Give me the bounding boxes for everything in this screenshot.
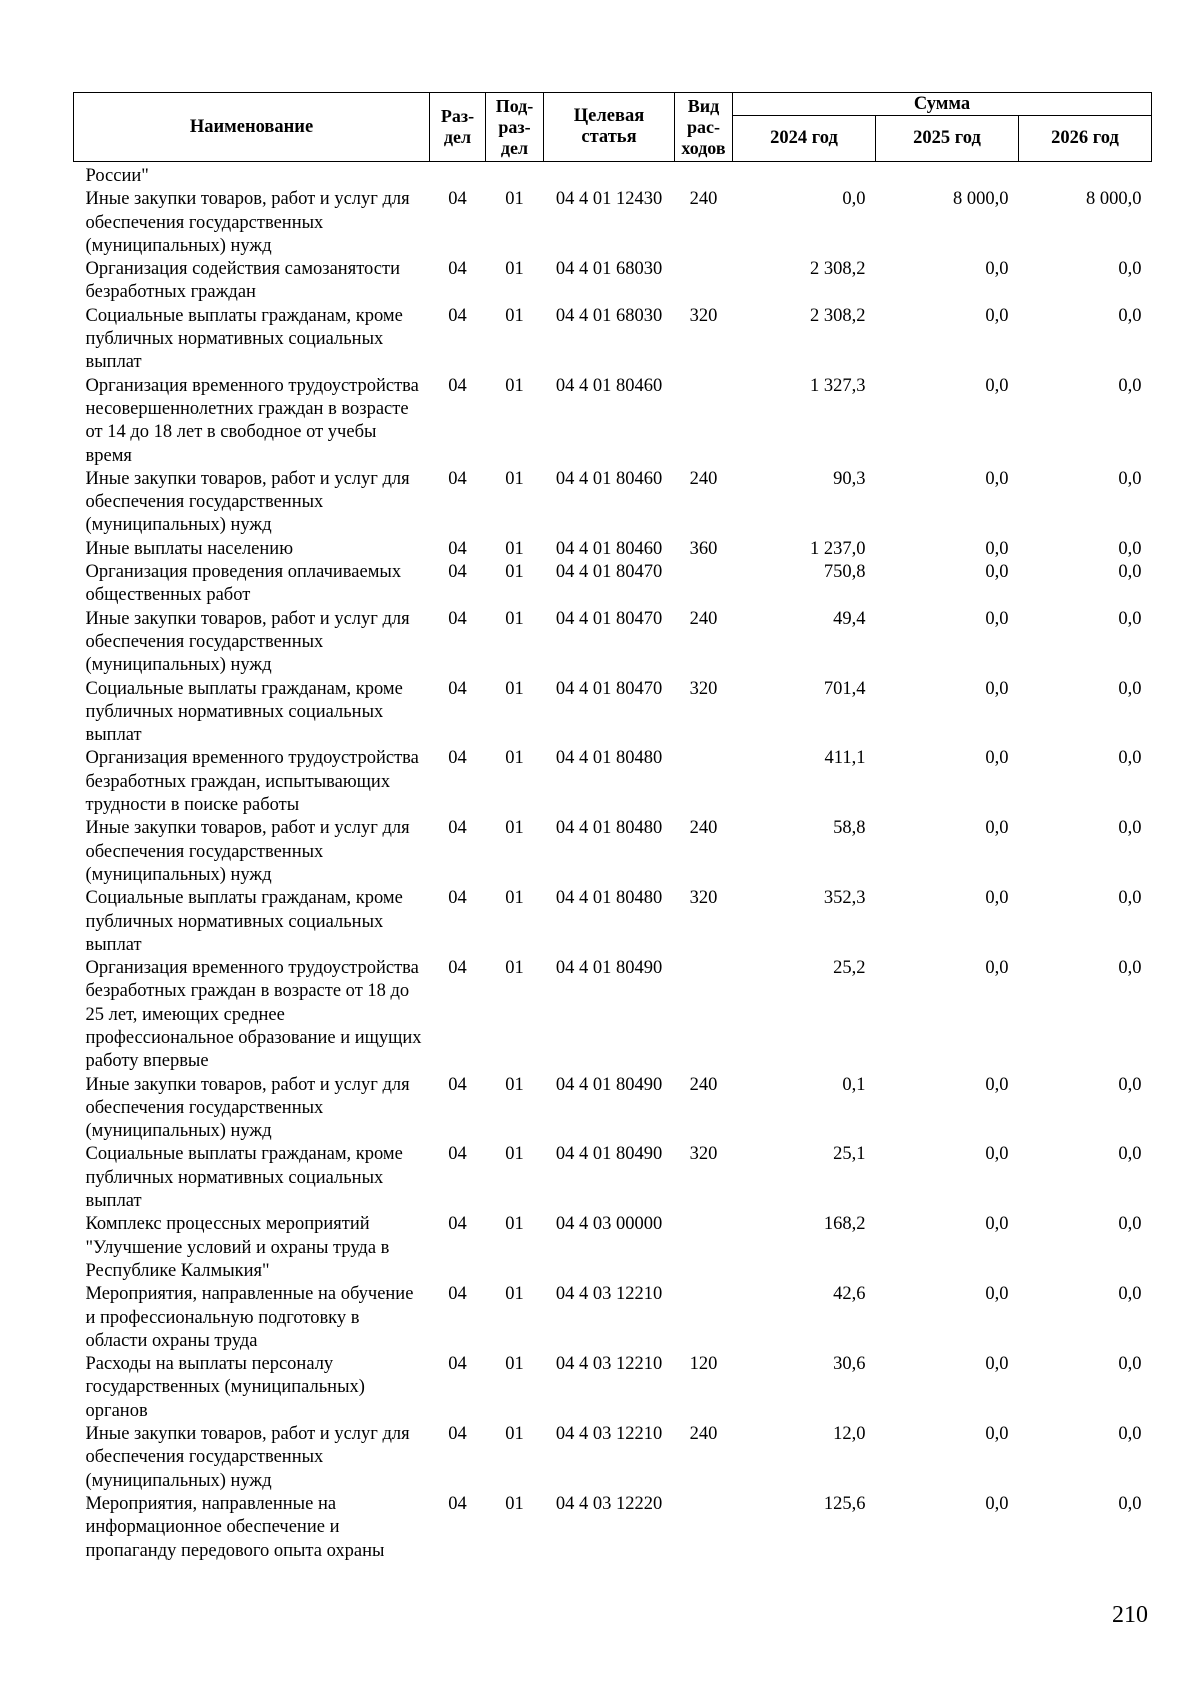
table-row <box>74 1353 1152 1423</box>
table-row <box>74 188 1152 258</box>
cell-target: 04 4 03 12210 <box>555 1424 663 1445</box>
cell-target: 04 4 01 80490 <box>555 1144 663 1165</box>
cell-target: 04 4 01 68030 <box>555 305 663 326</box>
cell-2026: 0,0 <box>1118 1493 1142 1514</box>
table-body <box>74 162 1152 1563</box>
cell-2025: 0,0 <box>985 1284 1009 1305</box>
cell-2026 <box>1019 162 1152 189</box>
cell-vid: 320 <box>689 678 718 699</box>
header-podrazdel <box>486 93 544 162</box>
page-number: 210 <box>1112 1602 1148 1628</box>
cell-2024: 1 327,3 <box>810 375 866 396</box>
cell-name: Иные закупки товаров, работ и услуг для обеспечения государственных (муниципальных) нужд <box>85 818 410 885</box>
cell-target <box>544 162 675 189</box>
cell-2024: 750,8 <box>823 562 866 583</box>
table-row <box>74 957 1152 1073</box>
cell-vid: 360 <box>689 538 718 559</box>
cell-2025: 0,0 <box>985 1354 1009 1375</box>
table-row <box>74 375 1152 468</box>
cell-vid <box>675 1493 733 1563</box>
cell-podrazdel: 01 <box>505 748 524 769</box>
cell-podrazdel: 01 <box>505 562 524 583</box>
cell-razdel: 04 <box>448 305 467 326</box>
cell-podrazdel: 01 <box>505 958 524 979</box>
cell-name: Иные закупки товаров, работ и услуг для обеспечения государственных (муниципальных) нужд <box>85 1074 410 1142</box>
cell-razdel: 04 <box>448 259 467 280</box>
budget-table <box>73 92 1152 1563</box>
cell-razdel: 04 <box>448 1424 467 1445</box>
table-row <box>74 561 1152 608</box>
table-header <box>74 93 1152 162</box>
cell-2024: 30,6 <box>833 1354 866 1375</box>
cell-2026: 0,0 <box>1118 748 1142 769</box>
cell-razdel: 04 <box>448 678 467 699</box>
cell-name: Организация проведения оплачиваемых общественных работ <box>85 562 402 606</box>
cell-vid <box>675 561 733 608</box>
cell-razdel: 04 <box>448 1284 467 1305</box>
cell-name: Иные закупки товаров, работ и услуг для обеспечения государственных (муниципальных) нужд <box>85 1424 410 1491</box>
table-row <box>74 678 1152 748</box>
cell-target: 04 4 01 80460 <box>555 468 663 489</box>
cell-name: Расходы на выплаты персоналу государственных (муниципальных) органов <box>85 1354 365 1421</box>
cell-name: Социальные выплаты гражданам, кроме публичных нормативных социальных выплат <box>85 678 403 746</box>
cell-razdel: 04 <box>448 1074 467 1095</box>
cell-name: Иные закупки товаров, работ и услуг для обеспечения государственных (муниципальных) нужд <box>85 608 410 676</box>
cell-target: 04 4 01 80490 <box>555 1074 663 1095</box>
cell-2026: 0,0 <box>1118 678 1142 699</box>
cell-2026: 0,0 <box>1118 608 1142 629</box>
cell-2025: 0,0 <box>985 818 1009 839</box>
cell-2026: 0,0 <box>1118 1074 1142 1095</box>
cell-2025: 0,0 <box>985 375 1009 396</box>
cell-podrazdel: 01 <box>505 1074 524 1095</box>
cell-2024: 12,0 <box>833 1424 866 1445</box>
table-row <box>74 1493 1152 1563</box>
cell-razdel: 04 <box>448 1214 467 1235</box>
cell-2026: 0,0 <box>1118 259 1142 280</box>
cell-2026: 0,0 <box>1118 538 1142 559</box>
cell-vid <box>675 747 733 817</box>
table-row <box>74 1283 1152 1353</box>
cell-name: Социальные выплаты гражданам, кроме публичных нормативных социальных выплат <box>85 888 403 955</box>
cell-podrazdel: 01 <box>505 1144 524 1165</box>
cell-razdel: 04 <box>448 189 467 210</box>
cell-2026: 0,0 <box>1118 305 1142 326</box>
cell-target: 04 4 01 80470 <box>555 562 663 583</box>
cell-vid: 240 <box>689 468 718 489</box>
header-razdel <box>430 93 486 162</box>
table-row <box>74 608 1152 678</box>
header-vid <box>675 93 733 162</box>
header-target <box>544 93 675 162</box>
table-row <box>74 305 1152 375</box>
header-vid-text: Вид рас- ходов <box>681 95 726 158</box>
cell-target: 04 4 01 12430 <box>555 189 663 210</box>
cell-2025: 0,0 <box>985 1144 1009 1165</box>
cell-target: 04 4 01 80470 <box>555 678 663 699</box>
cell-2025: 0,0 <box>985 608 1009 629</box>
cell-2026: 0,0 <box>1118 1214 1142 1235</box>
cell-2026: 0,0 <box>1118 375 1142 396</box>
cell-vid: 240 <box>689 1424 718 1445</box>
header-razdel-text: Раз- дел <box>440 106 475 147</box>
cell-2024: 25,2 <box>833 958 866 979</box>
cell-vid <box>675 1213 733 1283</box>
cell-target: 04 4 03 12210 <box>555 1284 663 1305</box>
cell-podrazdel: 01 <box>505 1493 524 1514</box>
cell-2024: 25,1 <box>833 1144 866 1165</box>
cell-2024: 2 308,2 <box>810 305 866 326</box>
cell-razdel: 04 <box>448 888 467 909</box>
cell-target: 04 4 01 68030 <box>555 259 663 280</box>
cell-2024: 411,1 <box>824 748 866 769</box>
cell-target: 04 4 01 80480 <box>555 748 663 769</box>
cell-podrazdel: 01 <box>505 259 524 280</box>
cell-vid: 240 <box>689 189 718 210</box>
cell-2024: 42,6 <box>833 1284 866 1305</box>
cell-razdel: 04 <box>448 375 467 396</box>
table-row <box>74 162 1152 189</box>
cell-name: России" <box>85 166 149 186</box>
cell-name: Иные закупки товаров, работ и услуг для обеспечения государственных (муниципальных) нужд <box>85 189 410 256</box>
cell-2024: 0,0 <box>842 189 866 210</box>
cell-2025: 0,0 <box>985 538 1009 559</box>
cell-target: 04 4 01 80480 <box>555 888 663 909</box>
cell-name: Мероприятия, направленные на обучение и профессиональную подготовку в области охраны труда <box>85 1284 414 1351</box>
cell-2026: 8 000,0 <box>1086 189 1142 210</box>
cell-2025: 0,0 <box>985 305 1009 326</box>
cell-vid <box>675 957 733 1073</box>
cell-razdel: 04 <box>448 608 467 629</box>
cell-vid: 240 <box>689 608 718 629</box>
cell-2024: 49,4 <box>833 608 866 629</box>
cell-2025: 0,0 <box>985 958 1009 979</box>
cell-2026: 0,0 <box>1118 818 1142 839</box>
cell-name: Социальные выплаты гражданам, кроме публичных нормативных социальных выплат <box>85 305 403 373</box>
cell-vid <box>675 258 733 305</box>
cell-podrazdel: 01 <box>505 468 524 489</box>
cell-name: Организация временного трудоустройства безработных граждан, испытывающих трудности в поиске работы <box>85 748 419 816</box>
table-row <box>74 817 1152 887</box>
cell-target: 04 4 01 80460 <box>555 375 663 396</box>
cell-name: Иные закупки товаров, работ и услуг для обеспечения государственных (муниципальных) нужд <box>85 468 410 536</box>
cell-2025: 0,0 <box>985 468 1009 489</box>
cell-target: 04 4 01 80460 <box>555 538 663 559</box>
cell-2024: 90,3 <box>833 468 866 489</box>
cell-2024: 352,3 <box>823 888 866 909</box>
cell-2026: 0,0 <box>1118 1144 1142 1165</box>
cell-target: 04 4 01 80480 <box>555 818 663 839</box>
cell-2024: 125,6 <box>823 1493 866 1514</box>
cell-2026: 0,0 <box>1118 562 1142 583</box>
cell-vid: 120 <box>689 1354 718 1375</box>
cell-razdel: 04 <box>448 1354 467 1375</box>
cell-podrazdel: 01 <box>505 1214 524 1235</box>
cell-2025: 0,0 <box>985 1493 1009 1514</box>
cell-vid <box>675 162 733 189</box>
cell-2024: 1 237,0 <box>810 538 866 559</box>
cell-2025: 0,0 <box>985 1074 1009 1095</box>
table-row <box>74 468 1152 538</box>
cell-name: Комплекс процессных мероприятий "Улучшение условий и охраны труда в Республике Калмыкия" <box>85 1214 390 1281</box>
cell-podrazdel: 01 <box>505 1284 524 1305</box>
cell-2025: 0,0 <box>985 259 1009 280</box>
cell-2025: 0,0 <box>985 748 1009 769</box>
cell-2024: 168,2 <box>823 1214 866 1235</box>
cell-podrazdel <box>486 162 544 189</box>
header-year-2024: 2024 год <box>733 116 876 162</box>
header-name: Наименование <box>74 93 430 162</box>
header-podrazdel-text: Под- раз- дел <box>495 95 534 158</box>
cell-vid <box>675 375 733 468</box>
cell-razdel: 04 <box>448 1493 467 1514</box>
cell-target: 04 4 03 12220 <box>555 1493 663 1514</box>
cell-razdel: 04 <box>448 1144 467 1165</box>
cell-name: Организация временного трудоустройства несовершеннолетних граждан в возрасте от 14 до 18 лет в свободное от учебы время <box>85 375 419 466</box>
table-row <box>74 1423 1152 1493</box>
cell-2024: 2 308,2 <box>810 259 866 280</box>
cell-2026: 0,0 <box>1118 1354 1142 1375</box>
cell-target: 04 4 01 80470 <box>555 608 663 629</box>
cell-2024 <box>733 162 876 189</box>
cell-2026: 0,0 <box>1118 468 1142 489</box>
cell-name: Организация содействия самозанятости безработных граждан <box>85 259 400 303</box>
cell-2026: 0,0 <box>1118 958 1142 979</box>
cell-podrazdel: 01 <box>505 538 524 559</box>
cell-2024: 0,1 <box>842 1074 866 1095</box>
cell-podrazdel: 01 <box>505 1424 524 1445</box>
cell-2025: 0,0 <box>985 888 1009 909</box>
table-row <box>74 887 1152 957</box>
cell-razdel: 04 <box>448 818 467 839</box>
cell-vid: 240 <box>689 1074 718 1095</box>
cell-razdel: 04 <box>448 748 467 769</box>
cell-target: 04 4 03 00000 <box>555 1214 663 1235</box>
cell-podrazdel: 01 <box>505 888 524 909</box>
cell-razdel <box>430 162 486 189</box>
cell-podrazdel: 01 <box>505 189 524 210</box>
cell-2024: 701,4 <box>823 678 866 699</box>
cell-razdel: 04 <box>448 538 467 559</box>
cell-vid: 240 <box>689 818 718 839</box>
cell-podrazdel: 01 <box>505 1354 524 1375</box>
cell-podrazdel: 01 <box>505 678 524 699</box>
cell-vid: 320 <box>689 1144 718 1165</box>
cell-name: Мероприятия, направленные на информационное обеспечение и пропаганду передового опыта охраны <box>85 1493 385 1561</box>
cell-2026: 0,0 <box>1118 1284 1142 1305</box>
header-summa: Сумма <box>733 93 1152 116</box>
table-row <box>74 747 1152 817</box>
header-year-2026: 2026 год <box>1019 116 1152 162</box>
cell-2026: 0,0 <box>1118 1424 1142 1445</box>
cell-target: 04 4 01 80490 <box>555 958 663 979</box>
cell-razdel: 04 <box>448 958 467 979</box>
table-row <box>74 1213 1152 1283</box>
cell-2025: 0,0 <box>985 678 1009 699</box>
cell-vid: 320 <box>689 888 718 909</box>
cell-podrazdel: 01 <box>505 608 524 629</box>
cell-podrazdel: 01 <box>505 375 524 396</box>
cell-name: Социальные выплаты гражданам, кроме публичных нормативных социальных выплат <box>85 1144 403 1212</box>
cell-name: Организация временного трудоустройства безработных граждан в возрасте от 18 до 25 лет, имеющих среднее профессиональное образование и ищущих работу впервые <box>85 958 422 1072</box>
cell-target: 04 4 03 12210 <box>555 1354 663 1375</box>
cell-razdel: 04 <box>448 468 467 489</box>
cell-2026: 0,0 <box>1118 888 1142 909</box>
cell-2025 <box>876 162 1019 189</box>
table-row <box>74 258 1152 305</box>
table-row <box>74 1143 1152 1213</box>
cell-2024: 58,8 <box>833 818 866 839</box>
cell-2025: 0,0 <box>985 1424 1009 1445</box>
cell-vid <box>675 1283 733 1353</box>
cell-vid: 320 <box>689 305 718 326</box>
cell-2025: 0,0 <box>985 562 1009 583</box>
cell-podrazdel: 01 <box>505 305 524 326</box>
cell-razdel: 04 <box>448 562 467 583</box>
cell-2025: 8 000,0 <box>953 189 1009 210</box>
table-row <box>74 1074 1152 1144</box>
header-year-2025: 2025 год <box>876 116 1019 162</box>
cell-name: Иные выплаты населению <box>85 538 294 559</box>
cell-2025: 0,0 <box>985 1214 1009 1235</box>
cell-podrazdel: 01 <box>505 818 524 839</box>
header-target-text: Целевая статья <box>573 106 645 147</box>
table-row <box>74 538 1152 561</box>
